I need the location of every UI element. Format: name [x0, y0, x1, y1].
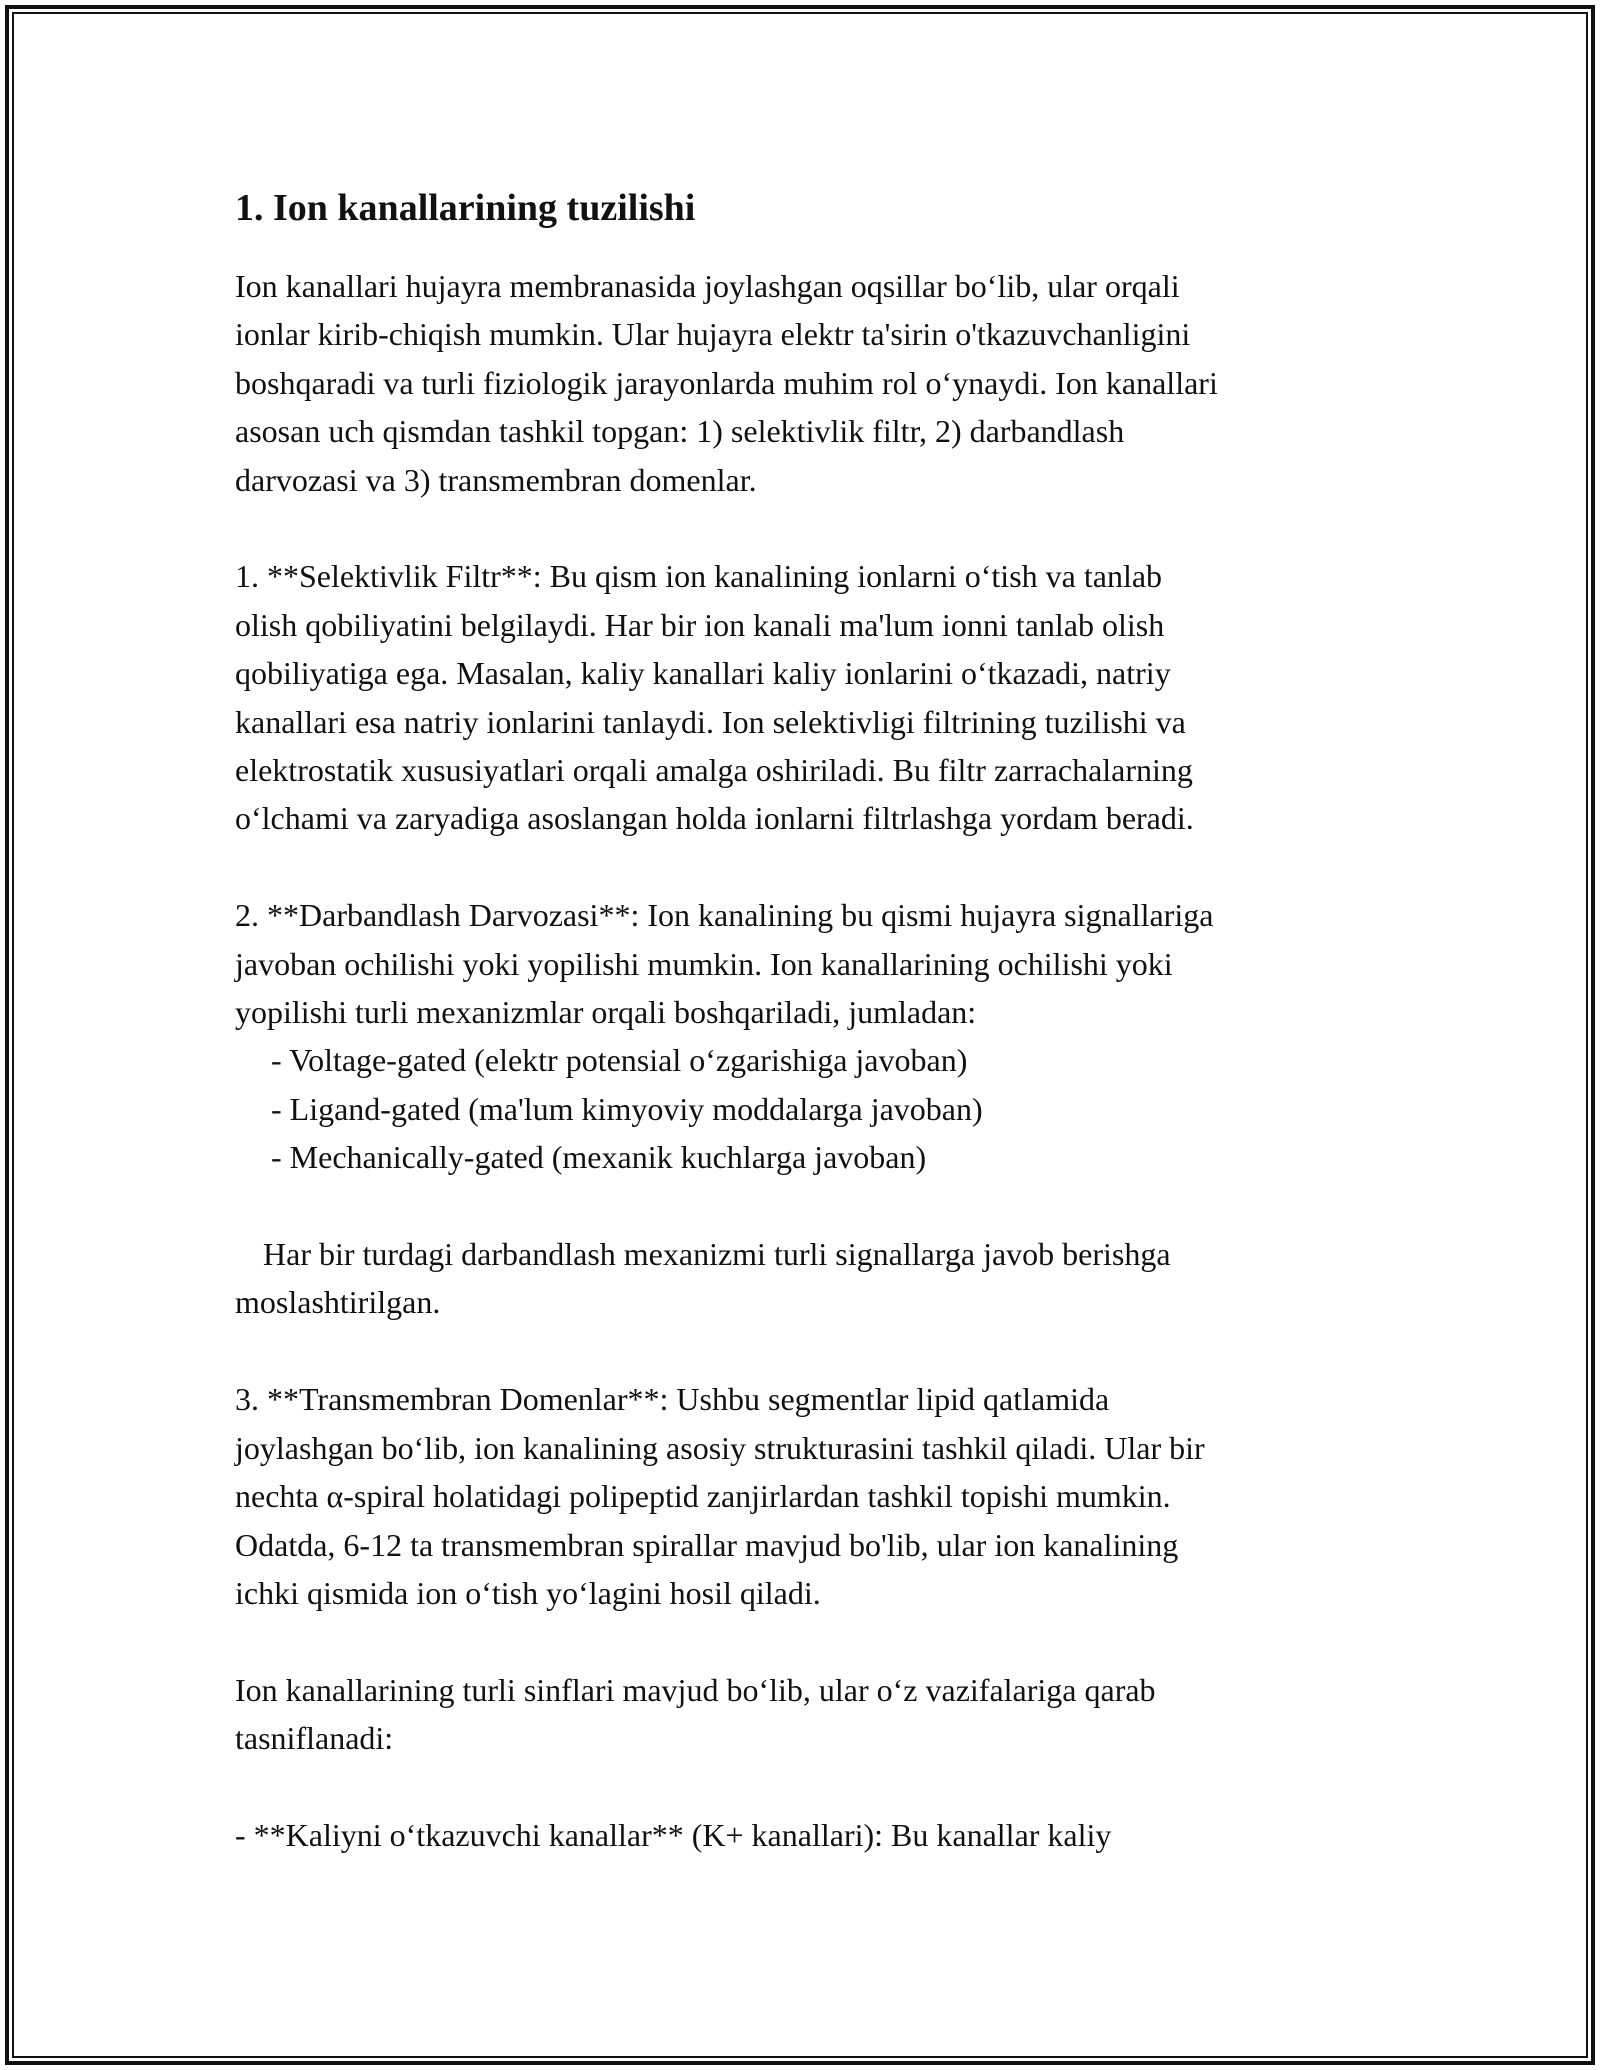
paragraph-gap	[235, 1763, 1375, 1811]
section-heading: 1. Ion kanallarining tuzilishi	[235, 187, 696, 229]
text-line: yopilishi turli mexanizmlar orqali boshqariladi, jumladan:	[235, 994, 977, 1031]
selectivity-filter-paragraph	[235, 552, 1375, 842]
text-line: nechta α-spiral holatidagi polipeptid zanjirlardan tashkil topishi mumkin.	[235, 1478, 1171, 1515]
text-line: 3. **Transmembran Domenlar**: Ushbu segmentlar lipid qatlamida	[235, 1381, 1110, 1418]
transmembrane-paragraph	[235, 1375, 1375, 1617]
text-line: olish qobiliyatini belgilaydi. Har bir ion kanali ma'lum ionni tanlab olish	[235, 606, 1165, 643]
text-line: moslashtirilgan.	[235, 1284, 441, 1321]
document-body	[235, 184, 1375, 1859]
paragraph-gap	[235, 1617, 1375, 1665]
text-line: ichki qismida ion o‘tish yo‘lagini hosil qiladi.	[235, 1574, 821, 1611]
text-line: Odatda, 6-12 ta transmembran spirallar mavjud bo'lib, ular ion kanalining	[235, 1526, 1179, 1563]
text-line: ionlar kirib-chiqish mumkin. Ular hujayra elektr ta'sirin o'tkazuvchanligini	[235, 316, 1191, 353]
text-line: boshqaradi va turli fiziologik jarayonlarda muhim rol o‘ynaydi. Ion kanallari	[235, 364, 1218, 401]
text-line: javoban ochilishi yoki yopilishi mumkin. Ion kanallarining ochilishi yoki	[235, 945, 1173, 982]
gating-note-paragraph	[235, 1230, 1375, 1327]
text-line: asosan uch qismdan tashkil topgan: 1) selektivlik filtr, 2) darbandlash	[235, 413, 1125, 450]
text-line: qobiliyatiga ega. Masalan, kaliy kanallari kaliy ionlarini o‘tkazadi, natriy	[235, 655, 1171, 692]
text-line: Ion kanallarining turli sinflari mavjud bo‘lib, ular o‘z vazifalariga qarab	[235, 1671, 1156, 1708]
text-line: - **Kaliyni o‘tkazuvchi kanallar** (K+ kanallari): Bu kanallar kaliy	[235, 1816, 1112, 1853]
text-line: darvozasi va 3) transmembran domenlar.	[235, 461, 757, 498]
paragraph-gap	[235, 1182, 1375, 1230]
gating-paragraph	[235, 891, 1375, 1181]
text-line: Ion kanallari hujayra membranasida joylashgan oqsillar bo‘lib, ular orqali	[235, 268, 1180, 304]
paragraph-gap	[235, 1327, 1375, 1375]
text-line: Har bir turdagi darbandlash mexanizmi turli signallarga javob berishga	[263, 1236, 1171, 1273]
text-line: 1. **Selektivlik Filtr**: Bu qism ion kanalining ionlarni o‘tish va tanlab	[235, 558, 1163, 595]
text-line: kanallari esa natriy ionlarini tanlaydi. Ion selektivligi filtrining tuzilishi va	[235, 703, 1186, 740]
paragraph-gap	[235, 504, 1375, 552]
text-line: tasniflanadi:	[235, 1720, 394, 1757]
intro-paragraph	[235, 262, 1375, 504]
text-line: 2. **Darbandlash Darvozasi**: Ion kanalining bu qismi hujayra signallariga	[235, 897, 1214, 934]
list-item: - Ligand-gated (ma'lum kimyoviy moddalarga javoban)	[271, 1090, 983, 1127]
text-line: o‘lchami va zaryadiga asoslangan holda ionlarni filtrlashga yordam beradi.	[235, 800, 1194, 837]
channel-classes-paragraph	[235, 1666, 1375, 1763]
list-item: - Mechanically-gated (mexanik kuchlarga javoban)	[271, 1139, 927, 1176]
text-line: elektrostatik xususiyatlari orqali amalga oshiriladi. Bu filtr zarrachalarning	[235, 752, 1193, 789]
potassium-channels-paragraph	[235, 1811, 1375, 1859]
paragraph-gap	[235, 843, 1375, 891]
list-item: - Voltage-gated (elektr potensial o‘zgarishiga javoban)	[271, 1042, 968, 1079]
text-line: joylashgan bo‘lib, ion kanalining asosiy strukturasini tashkil qiladi. Ular bir	[235, 1429, 1205, 1466]
